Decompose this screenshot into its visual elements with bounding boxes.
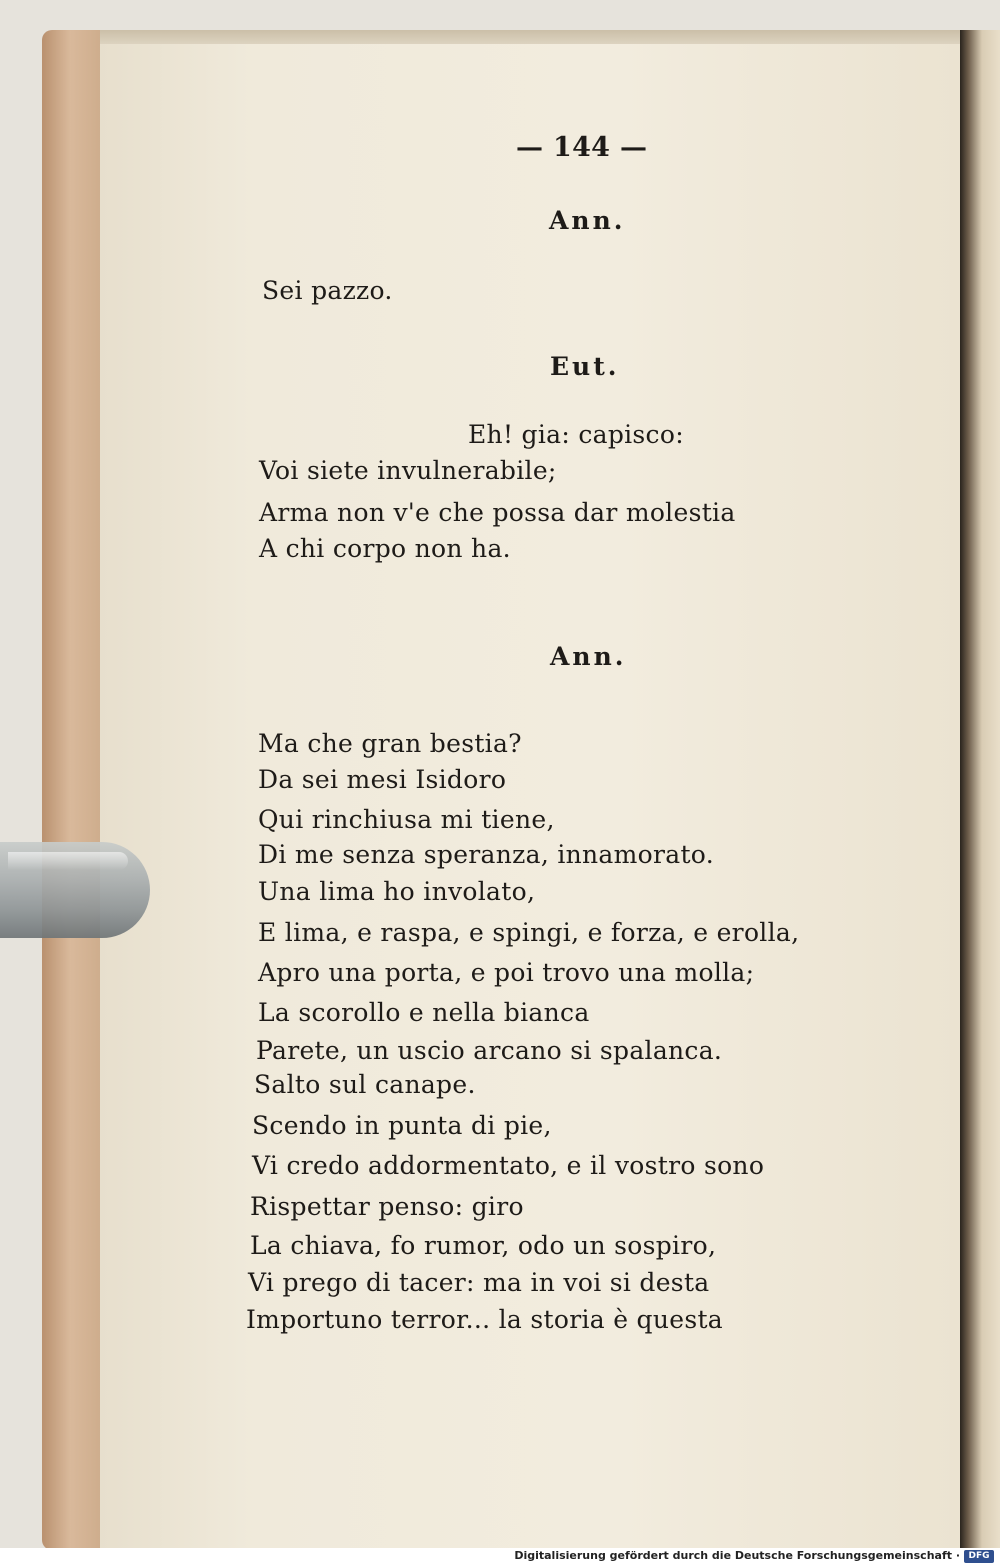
page-clip-highlight (8, 852, 128, 870)
verse-line: Ma che gran bestia? (258, 729, 522, 758)
verse-line: Sei pazzo. (262, 276, 393, 305)
verse-line: A chi corpo non ha. (259, 534, 511, 563)
verse-line: Qui rinchiusa mi tiene, (258, 805, 555, 834)
verse-line: Una lima ho involato, (258, 877, 536, 906)
verse-line: La chiava, fo rumor, odo un sospiro, (250, 1231, 717, 1260)
facing-page-edge (960, 30, 1000, 1550)
speaker-label: Ann. (550, 642, 627, 671)
verse-line: Importuno terror... la storia è questa (246, 1305, 724, 1334)
verse-line: Vi prego di tacer: ma in voi si desta (248, 1268, 710, 1297)
verse-line: La scorollo e nella bianca (258, 998, 590, 1027)
footer-credit: Digitalisierung gefördert durch die Deutsche Forschungsgemeinschaft · (514, 1549, 960, 1562)
verse-line: E lima, e raspa, e spingi, e forza, e erolla, (258, 918, 800, 947)
speaker-label: Ann. (549, 206, 626, 235)
verse-line: Scendo in punta di pie, (252, 1111, 552, 1140)
page-number: — 144 — (516, 132, 648, 163)
dfg-logo: DFG (964, 1550, 994, 1563)
verse-line: Rispettar penso: giro (250, 1192, 524, 1221)
verse-line: Di me senza speranza, innamorato. (258, 840, 714, 869)
verse-line: Vi credo addormentato, e il vostro sono (252, 1151, 765, 1180)
verse-line: Parete, un uscio arcano si spalanca. (256, 1036, 723, 1065)
verse-line: Eh! gia: capisco: (468, 420, 684, 449)
verse-line: Apro una porta, e poi trovo una molla; (258, 958, 755, 987)
speaker-label: Eut. (550, 352, 620, 381)
verse-line: Da sei mesi Isidoro (258, 765, 507, 794)
verse-line: Voi siete invulnerabile; (259, 456, 557, 485)
verse-line: Salto sul canape. (254, 1070, 476, 1099)
verse-line: Arma non v'e che possa dar molestia (259, 498, 736, 527)
